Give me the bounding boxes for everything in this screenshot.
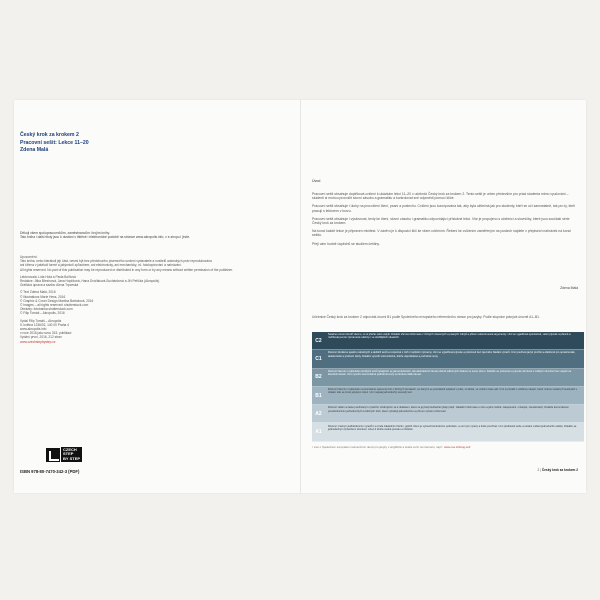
cefr-level-badge: A1 bbox=[312, 423, 325, 441]
logo-line: BY STEP bbox=[63, 455, 81, 461]
credit-line: Lektorovala: Lída Holá a Pavla Bořilová bbox=[20, 274, 76, 279]
cefr-row bbox=[312, 369, 584, 387]
czech-step-by-step-logo bbox=[46, 447, 82, 462]
cefr-link[interactable]: www.coe.int/lang-cefr bbox=[443, 445, 471, 449]
intro-heading: Úvod bbox=[312, 179, 321, 183]
credit-line: Upozornění: bbox=[20, 255, 38, 259]
copyright-list bbox=[20, 290, 290, 315]
cefr-level-badge: C1 bbox=[312, 350, 325, 368]
cefr-row bbox=[312, 350, 584, 368]
step-logo-icon bbox=[46, 448, 60, 462]
cefr-level-badge: B2 bbox=[312, 369, 325, 387]
footer-title: Český krok za krokem 2 bbox=[541, 468, 578, 472]
credit-line: © Text Zdena Malá, 2016 bbox=[20, 290, 56, 295]
credit-line: © Images – all rights reserved: shutterstock.com bbox=[20, 303, 89, 308]
legal-note-line: Děkuji všem spolupracovníkům, zaměstnancům i trojím knihy. bbox=[20, 231, 110, 235]
footnote-text: ¹ více o Společném evropském referenčním rámci pro jazyky v angličtině a české verzi na internetu, např.: bbox=[312, 445, 444, 449]
title-line: Český krok za krokem 2 bbox=[20, 132, 79, 138]
credit-line: www.akropolis.info bbox=[20, 327, 47, 332]
right-page bbox=[300, 100, 586, 493]
legal-note-line: Tato kniha i další tituly jsou k dostání v tištěné i elektronické podobě na stránce www.akropolis.info, v e-shopu i jinde. bbox=[20, 235, 191, 240]
cefr-table bbox=[312, 332, 584, 442]
intro-paragraph: Pracovní sešit obsahuje i úlohy na procvičení čtení, psaní a poslechu. Cvičení jsou koncipována tak, aby byla užitečná jak pro studenty, kteří se učí samostatně, tak pro ty, kteří pracují s lektorem v kurzu. bbox=[312, 204, 576, 213]
cefr-footnote bbox=[312, 445, 471, 449]
credit-line: Vydal Filip Tomáš – Akropolis bbox=[20, 318, 62, 323]
intro-paragraph: Na konci každé lekce je připraven minitest. V závěru je k dispozici klíč ke všem cvičením. Řešení ke cvičením zaměřeným na poslech najdete v přepisech nahrávek na konci sešitu. bbox=[312, 229, 571, 238]
book-title bbox=[20, 132, 89, 155]
editorial-credits bbox=[20, 275, 290, 288]
intro-paragraph: Přeji vám hodně úspěchů se studiem češtiny. bbox=[312, 241, 380, 246]
credit-line: Redakce: Jitka Březinová, Jana Hoplíková, Hana Dvořáková-Suchánková a Jiří Peřička (Akropolis) bbox=[20, 279, 160, 284]
cefr-description: Rozumí hlavním myšlenkám srozumitelné spisovné řeči o běžných tématech, se kterými se pravidelně setkává v práci, ve škole, ve volném čase atd. Umí si poradit s většinou situací, které mohou nastat při cestování v oblasti, kde se tímto jazykem mluví. Umí napsat jednoduchý souvislý text. bbox=[325, 387, 584, 405]
credit-line: ani šířena v jakékoli formě a jakýmkoli způsobem, ani elektronicky, ani mechanicky, vč. fotokopírování a nahrávání. bbox=[20, 263, 182, 268]
cefr-description: Rozumí známým každodenním výrazům a zcela základním frázím, jejichž cílem je vyhovět konkrétním potřebám, a umí tyto výrazy a fráze používat. Umí představit sebe a ostatní a klást jednoduché otázky. Dokáže se jednoduchým způsobem domluvit, mluví-li druhá osoba pomalu a zřetelně. bbox=[325, 423, 584, 441]
credit-line: © Filip Tomáš – Akropolis, 2016 bbox=[20, 311, 65, 316]
cefr-description: Rozumí hlavním myšlenkám složitých textů týkajících se jak konkrétních, tak abstraktních témat včetně odborných diskusí ve svém oboru. Dokáže se pohotově a plynule domluvit s rodilými mluvčími bez napětí na kterékoli straně. Umí vytvořit srozumitelné podrobné texty na širokou škálu témat. bbox=[325, 369, 584, 387]
website-link[interactable]: www.czechstepbystep.cz bbox=[20, 339, 56, 344]
cefr-row bbox=[312, 387, 584, 405]
credit-line: v roce 2016 jako svou 315. publikaci bbox=[20, 331, 72, 336]
credit-line: All rights reserved. No part of this publication may be reproduced or distributed in any form or by any means without written permission of the publisher. bbox=[20, 267, 233, 272]
credit-line: Obrázky: fotobanka shutterstock.com bbox=[20, 307, 73, 312]
book-spread bbox=[14, 100, 586, 493]
logo-line: CZECH bbox=[63, 447, 77, 452]
author-signature: Zdena Malá bbox=[560, 286, 578, 290]
credit-line: Vydání první, 2016, 212 stran bbox=[20, 335, 62, 340]
cefr-level-badge: A2 bbox=[312, 405, 325, 423]
cefr-description: Snadno rozumí téměř všemu, co si přečte nebo uslyší. Dokáže shrnout informace z různých mluvených a psaných zdrojů a přitom rekonstruovat argumenty. Umí se vyjadřovat spontánně, velmi plynule a přesně a rozlišovat jemné významové odstíny i ve složitějších situacích. bbox=[325, 332, 584, 350]
cefr-row bbox=[312, 423, 584, 441]
cefr-row bbox=[312, 332, 584, 350]
left-page bbox=[14, 100, 301, 493]
legal-note bbox=[20, 231, 270, 240]
author-line: Zdena Malá bbox=[20, 147, 49, 153]
credit-line: Grafická úprava a sazba: Alena Trpceská bbox=[20, 283, 79, 288]
credits bbox=[20, 255, 290, 347]
cefr-description: Rozumí větám a často používaným výrazům vztahujícím se k oblastem, které se jej bezprostředně týkají (např. základní informace o něm a jeho rodině, nakupování, místopis, zaměstnání). Dokáže komunikovat prostřednictvím jednoduchých a běžných úloh, které vyžadují jednoduchou a přímou výměnu informací. bbox=[325, 405, 584, 423]
credit-line: 5. května 1236/32, 140 00 Praha 4 bbox=[20, 322, 69, 327]
cefr-intro: Učebnice Český krok za krokem 2 odpovídá úrovni B1 podle Společného evropského referenčního rámce pro jazyky. Podle stupnice pokrývá úrovně A1–B1. bbox=[312, 315, 540, 319]
cefr-row bbox=[312, 405, 584, 423]
credit-line: © Illustrations Marie Hess, 2016 bbox=[20, 294, 66, 299]
logo-line: STEP bbox=[63, 451, 74, 457]
page-number: 2 bbox=[537, 468, 540, 472]
isbn: ISBN 978-80-7470-342-3 (PDF) bbox=[20, 469, 80, 474]
copyright-warning bbox=[20, 255, 290, 272]
intro-text bbox=[312, 192, 578, 250]
credit-line: © Graphic & Cover Design Martina Bartošová, 2016 bbox=[20, 298, 94, 303]
publisher-info bbox=[20, 319, 290, 344]
page-footer: 2 | Český krok za krokem 2 bbox=[537, 468, 578, 472]
cefr-level-badge: C2 bbox=[312, 332, 325, 350]
intro-paragraph: Pracovní sešit obsahuje doplňková cvičení k ukázkám lekcí 11–20 v učebnici Český krok za krokem 2. Tento sešit je určen především pro práci studenta mimo vyučování – studenti si mohou procvičit slovní zásobu a gramatiku a kontrolovat své odpovědi pomocí klíče. bbox=[312, 192, 569, 201]
logo-text bbox=[61, 447, 82, 462]
subtitle-line: Pracovní sešit: Lekce 11–20 bbox=[20, 139, 89, 146]
credit-line: Tato kniha, nebo kterákoli její část, nesmí být bez předchozího písemného svolení vydavatele a nositelů autorských práv reprodukována bbox=[20, 259, 212, 264]
cefr-level-badge: B1 bbox=[312, 387, 325, 405]
intro-paragraph: Pracovní sešit obsahuje i výslovnost, texty ke čtení, slovní zásobu i gramatiku odpovídající příslušné lekci. Vše je propojeno s učebnicí a slovníčky, které jsou součástí série Český krok za krokem. bbox=[312, 216, 570, 226]
cefr-description: Rozumí širokému spektru náročných a delších textů a rozpozná v nich i implicitní významy. Umí se vyjadřovat plynule a pohotově bez zjevného hledání výrazů. Umí používat jazyk pružně a efektivně pro společenské, akademické a profesní účely. Dokáže vytvořit srozumitelné, dobře uspořádané a podrobné texty. bbox=[325, 350, 584, 368]
